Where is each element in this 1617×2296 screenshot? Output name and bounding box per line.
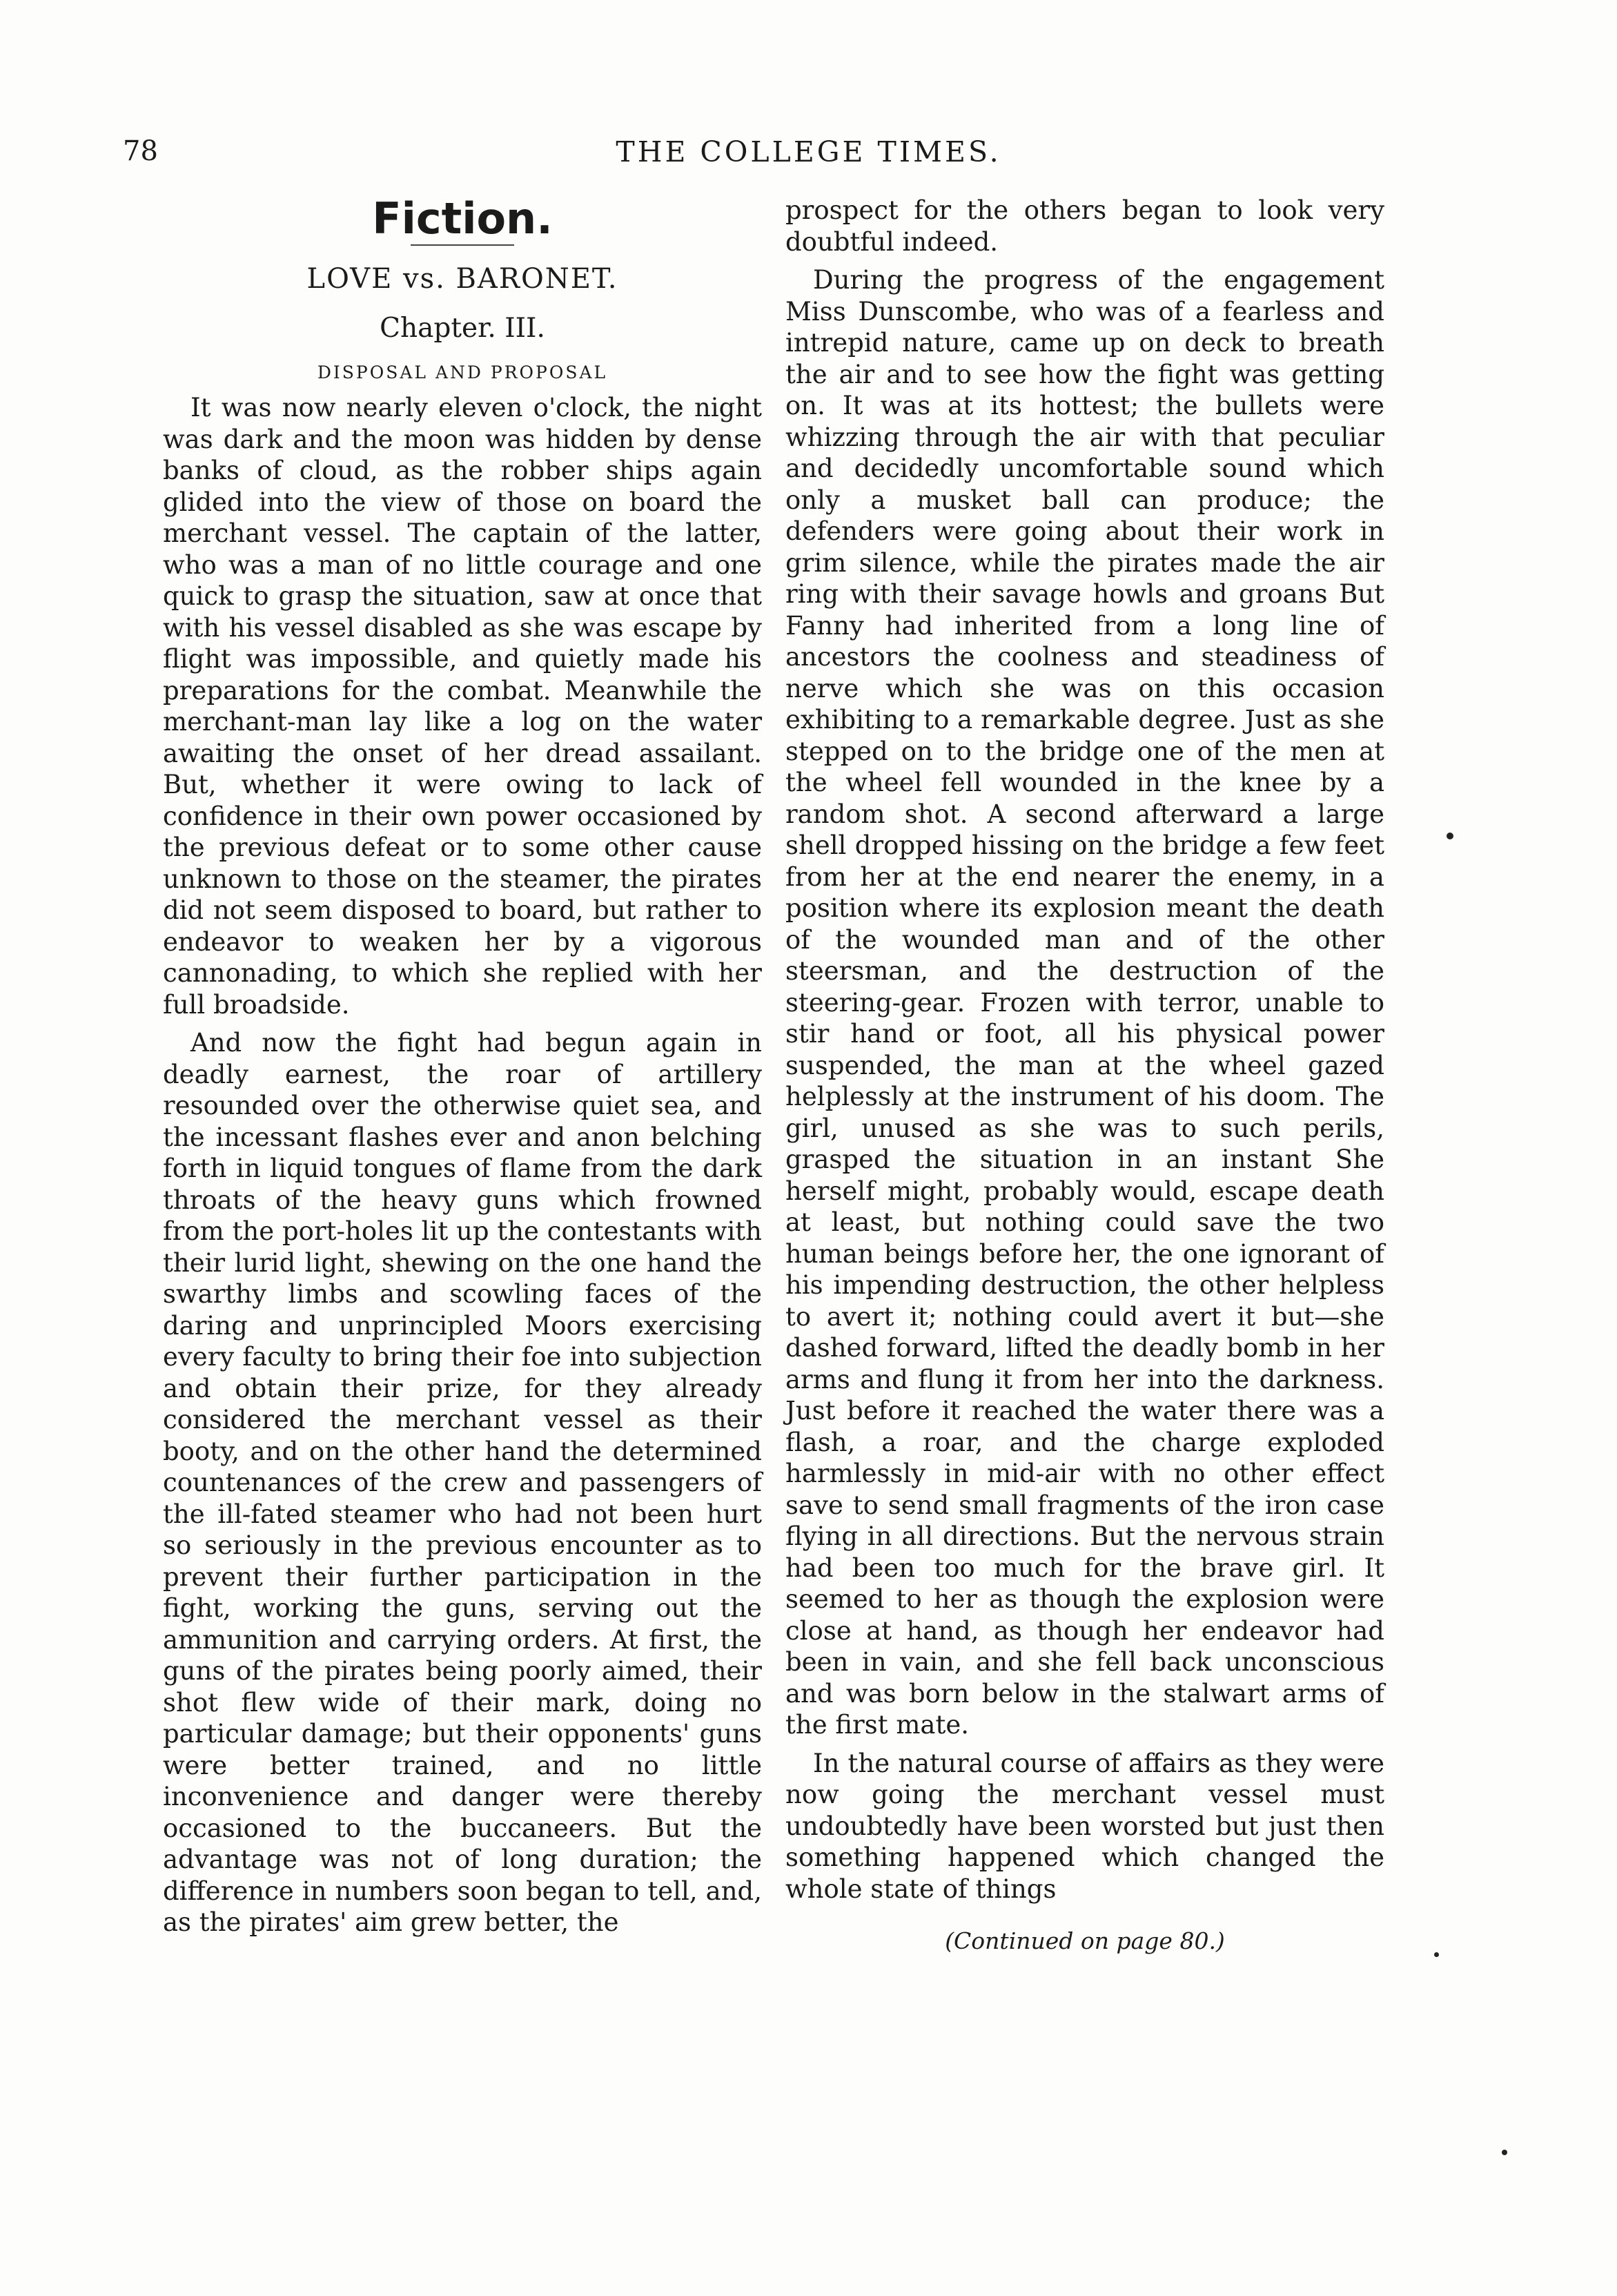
continued-note: (Continued on page 80.) [945,1927,1225,1954]
story-title: LOVE vs. BARONET. [306,263,618,295]
paragraph: And now the fight had begun again in deadly earnest, the roar of artillery resounded over the otherwise quiet sea, and the incessant flashes ever and anon belching forth in liquid tongues of flame from the dark throats of the heavy guns which frowned from the port-holes lit up the contestants with their lurid light, shewing on the one hand the swarthy limbs and scowling faces of the daring and unprincipled Moors exercising every faculty to bring their foe into subjection and obtain their prize, for they already considered the merchant vessel as their booty, and on the other hand the determined countenances of the crew and passengers of the ill-fated steamer who had not been hurt so seriously in the previous encounter as to prevent their further participation in the fight, working the guns, serving out the ammunition and carrying orders. At first, the guns of the pirates being poorly aimed, their shot flew wide of their mark, doing no particular damage; but their opponents' guns were better trained, and no little inconvenience and danger were thereby occasioned to the buccaneers. But the advantage was not of long duration; the difference in numbers soon began to tell, and, as the pirates' aim grew better, the [163,1028,762,1937]
title-rule [411,244,514,246]
section-title: Fiction. [372,193,553,244]
chapter-subheading: DISPOSAL AND PROPOSAL [317,362,608,382]
paragraph: prospect for the others began to look very doubtful indeed. [785,195,1384,257]
ink-speck [1447,833,1453,839]
ink-speck [1502,2150,1507,2155]
left-column [163,195,762,1938]
running-title: THE COLLEGE TIMES. [616,135,1001,168]
chapter-heading: Chapter. III. [380,313,545,344]
paragraph: It was now nearly eleven o'clock, the night was dark and the moon was hidden by dense banks of cloud, as the robber ships again glided into the view of those on board the merchant vessel. The captain of the latter, who was a man of no little courage and one quick to grasp the situation, saw at once that with his vessel disabled as she was escape by flight was impossible, and quietly made his preparations for the combat. Meanwhile the merchant-man lay like a log on the water awaiting the onset of her dread assailant. But, whether it were owing to lack of confidence in their own power occasioned by the previous defeat or to some other cause unknown to those on the steamer, the pirates did not seem disposed to board, but rather to endeavor to weaken her by a vigorous cannonading, to which she replied with her full broadside. [163,393,762,1020]
paragraph: During the progress of the engagement Miss Dunscombe, who was of a fearless and intrepid nature, came up on deck to breath the air and to see how the fight was getting on. It was at its hottest; the bullets were whizzing through the air with that peculiar and decidedly uncomfortable sound which only a musket ball can produce; the defenders were going about their work in grim silence, while the pirates made the air ring with their savage howls and groans But Fanny had inherited from a long line of ancestors the coolness and steadiness of nerve which she was on this occasion exhibiting to a remarkable degree. Just as she stepped on to the bridge one of the men at the wheel fell wounded in the knee by a random shot. A second afterward a large shell dropped hissing on the bridge a few feet from her at the end nearer the enemy, in a position where its explosion meant the death of the wounded man and of the other steersman, and the destruction of the steering-gear. Frozen with terror, unable to stir hand or foot, all his physical power suspended, the man at the wheel gazed helplessly at the instrument of his doom. The girl, unused as she was to such perils, grasped the situation in an instant She herself might, probably would, escape death at least, but nothing could save the two human beings before her, the one ignorant of his impending destruction, the other helpless to avert it; nothing could avert it but—she dashed forward, lifted the deadly bomb in her arms and flung it from her into the darkness. Just before it reached the water there was a flash, a roar, and the charge exploded harmlessly in mid-air with no other effect save to send small fragments of the iron case flying in all directions. But the nervous strain had been too much for the brave girl. It seemed to her as though the explosion were close at hand, as though her endeavor had been in vain, and she fell back unconscious and was born below in the stalwart arms of the first mate. [785,265,1384,1740]
right-column [785,195,1384,1957]
paragraph: In the natural course of affairs as they were now going the merchant vessel must undoubtedly have been worsted but just then something happened which changed the whole state of things [785,1748,1384,1904]
ink-speck [1434,1952,1439,1957]
page-number: 78 [123,135,158,167]
